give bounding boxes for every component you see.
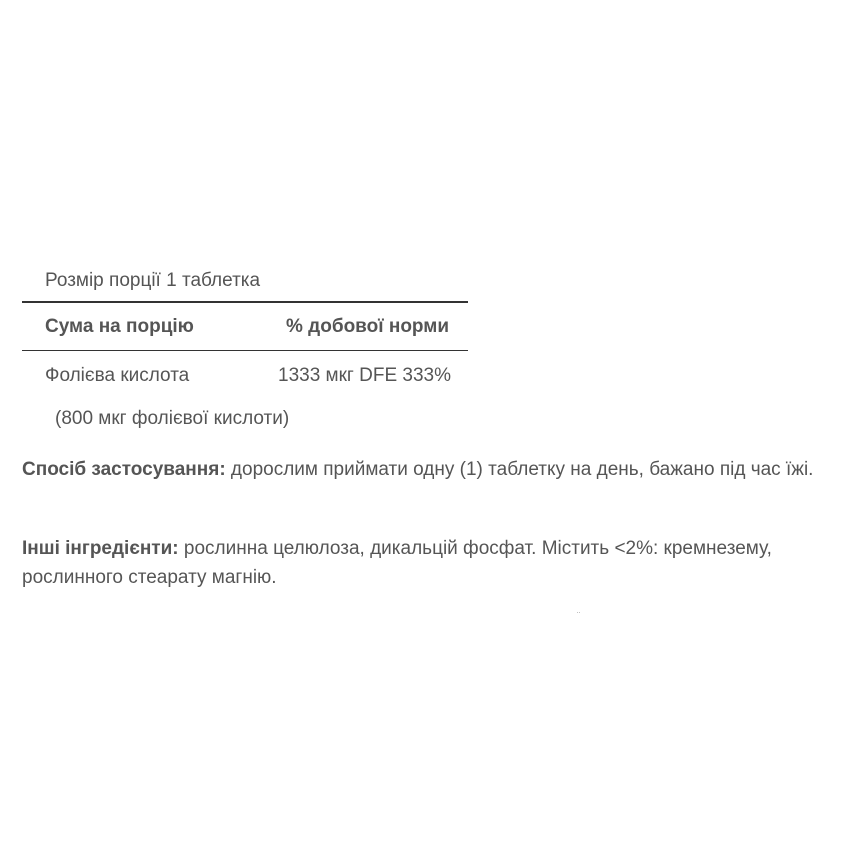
- usage-paragraph: [22, 455, 837, 484]
- table-row: [22, 351, 468, 401]
- serving-size: Розмір порції 1 таблетка: [22, 262, 468, 303]
- nutrient-value: 1333 мкг DFE 333%: [278, 365, 452, 386]
- usage-text: дорослим приймати одну (1) таблетку на день, бажано під час їжі.: [225, 459, 814, 480]
- amount-per-serving-header: Сума на порцію: [45, 315, 194, 337]
- usage-label: Спосіб застосування:: [22, 459, 226, 480]
- nutrient-note: (800 мкг фолієвої кислоти): [55, 408, 290, 429]
- supplement-facts-table: [22, 262, 468, 437]
- image-artifact-dots: ¨: [577, 611, 581, 622]
- other-ingredients-text: рослинна целюлоза, дикальцій фосфат. Містить <2%: кремнезему, рослинного стеарату магнію.: [22, 538, 772, 588]
- table-header-row: [22, 303, 468, 351]
- nutrient-name: Фолієва кислота: [45, 365, 190, 386]
- daily-value-header: % добової норми: [286, 315, 450, 337]
- other-ingredients-label: Інші інгредієнти:: [22, 538, 179, 559]
- other-ingredients-paragraph: [22, 534, 837, 592]
